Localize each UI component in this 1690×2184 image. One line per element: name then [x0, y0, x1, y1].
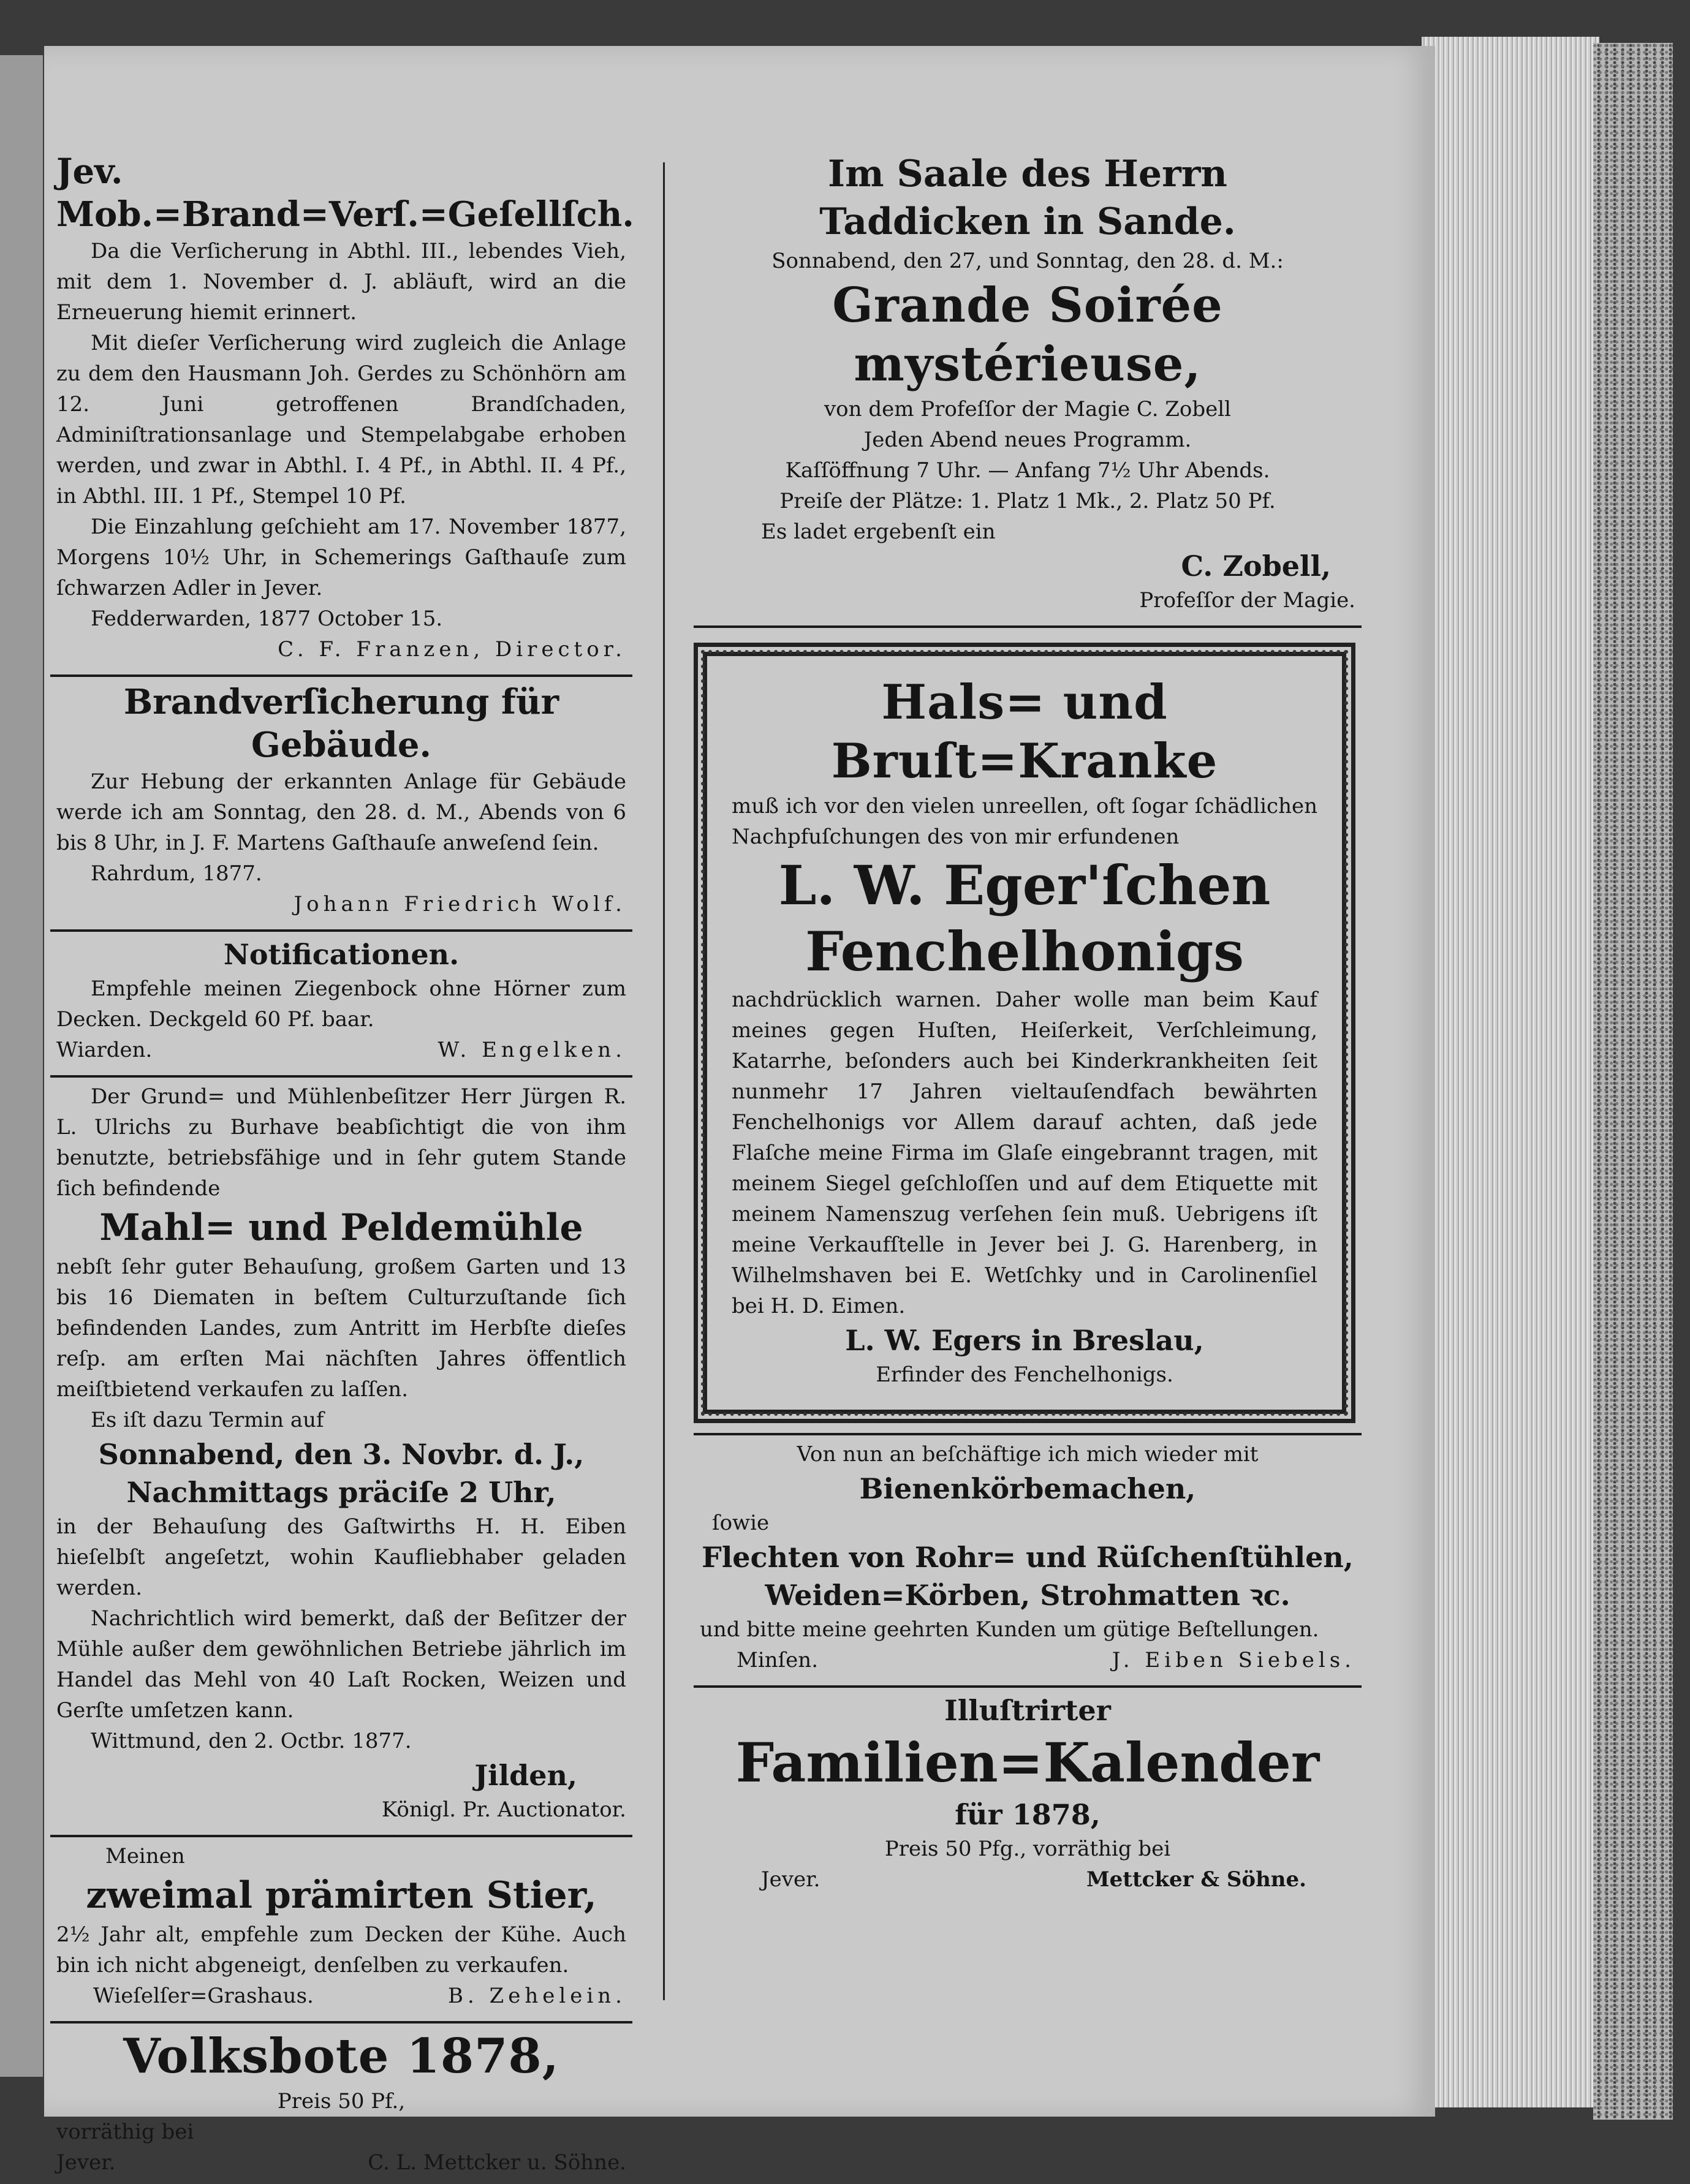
marbled-cover [1593, 43, 1673, 2120]
ad-pre: Illuſtrirter [944, 1694, 1111, 1727]
left-column [50, 150, 632, 2184]
ad-place-date: Wittmund, den 2. Octbr. 1877. [91, 1729, 412, 1753]
divider [50, 2021, 632, 2023]
ad-building-insurance [50, 681, 632, 926]
ad-place: Jever. [761, 1867, 820, 1892]
ad-text: nebſt ſehr guter Behauſung, großem Garten und 13 bis 16 Diematen in beſtem Culturzuſtande ſich befindenden Landes, zum Antritt im Herbſte dieſes reſp. am erſten Mai nächſten Jahres öffentlich meiſtbietend verkaufen zu laſſen. [56, 1255, 626, 1402]
ad-heading: Volksbote 1878, [123, 2028, 559, 2084]
ad-year: für 1878, [955, 1798, 1101, 1831]
ad-heading: Bienenkörbemachen, [859, 1472, 1196, 1505]
ad-footer [700, 1645, 1355, 1676]
ad-signature: C. Zobell, [1181, 550, 1331, 583]
facing-page-edge [0, 55, 43, 2077]
ad-date: Sonnabend, den 27, und Sonntag, den 28. d. M.: [771, 249, 1284, 273]
ad-text: muß ich vor den vielen unreellen, oft ſogar ſchädlichen Nachpfuſchungen des von mir erfundenen [732, 794, 1317, 849]
ad-text: Nachrichtlich wird bemerkt, daß der Beſitzer der Mühle außer dem gewöhnlichen Betriebe jährlich im Handel das Mehl von 40 Laſt Rocken, Weizen und Gerſte umſetzen kann. [56, 1606, 626, 1723]
ad-price: Preis 50 Pf., [277, 2089, 406, 2114]
ad-heading: Mahl= und Peldemühle [99, 1206, 583, 1249]
ad-heading: Jev. Mob.=Brand=Verſ.=Geſellſch. [56, 151, 634, 235]
right-column [694, 150, 1362, 1901]
ad-heading: Familien=Kalender [735, 1731, 1320, 1794]
ad-bull [50, 1841, 632, 2017]
divider [694, 625, 1362, 628]
divider [50, 1835, 632, 1837]
ad-text: in der Behauſung des Gaſtwirths H. H. Eiben hieſelbſt angeſetzt, wohin Kaufliebhaber geladen werden. [56, 1514, 626, 1600]
ad-text: Preiſe der Plätze: 1. Platz 1 Mk., 2. Platz 50 Pf. [779, 489, 1276, 513]
newspaper-page [44, 46, 1435, 2175]
ad-text: Zur Hebung der erkannten Anlage für Gebäude werde ich am Sonntag, den 28. d. M., Abends von 6 bis 8 Uhr, in J. F. Martens Gaſthauſe anweſend ſein. [56, 769, 626, 855]
ad-signature: Johann Friedrich Wolf. [294, 892, 626, 916]
ad-mill-auction [50, 1081, 632, 1831]
ad-place: Wiarden. [56, 1038, 153, 1062]
ad-product-name: L. W. Eger'ſchen [778, 853, 1271, 917]
ad-text: 2½ Jahr alt, empfehle zum Decken der Kühe. Auch bin ich nicht abgeneigt, denſelben zu verkaufen. [56, 1922, 626, 1978]
ad-family-calendar [694, 1691, 1362, 1901]
page-block-edge [1422, 37, 1599, 2107]
ad-fennel-honey-frame [694, 643, 1355, 1423]
ad-heading: zweimal prämirten Stier, [86, 1874, 597, 1917]
ad-text: von dem Profeſſor der Magie C. Zobell [824, 397, 1232, 421]
column-rule [663, 162, 665, 2000]
ad-footer [56, 2147, 626, 2178]
ad-signature-title: Profeſſor der Magie. [1139, 588, 1355, 613]
ad-text: Es iſt dazu Termin auf [91, 1408, 324, 1432]
ad-text: Kaſſöffnung 7 Uhr. — Anfang 7½ Uhr Abends. [785, 458, 1270, 483]
ad-text: nachdrücklich warnen. Daher wolle man beim Kauf meines gegen Huſten, Heiſerkeit, Verſchleimung, Katarrhe, beſonders auch bei Kinderkrankheiten ſeit nunmehr 17 Jahren vieltauſendfach bewährten Fenchelhonigs vor Allem darauf achten, daß jede Flaſche meine Firma im Glaſe eingebrannt tragen, mit meinem Siegel geſchloſſen und auf dem Etiquette mit meinem Namenszug verſehen ſein muß. Uebrigens iſt meine Verkaufſtelle in Jever bei J. G. Harenberg, in Wilhelmshaven bei E. Wetſchky und in Carolinenſiel bei H. D. Eimen. [732, 988, 1317, 1318]
ad-footer [56, 1981, 626, 2011]
ad-title: Grande Soirée mystérieuse, [832, 278, 1223, 392]
ad-notifications [50, 935, 632, 1071]
ad-intro: Von nun an beſchäftige ich mich wieder mit [797, 1442, 1259, 1467]
ad-time: Nachmittags präciſe 2 Uhr, [126, 1476, 556, 1509]
ad-text: Da die Verſicherung in Abthl. III., lebendes Vieh, mit dem 1. November d. J. abläuft, wird an die Erneuerung hiemit erinnert. [56, 239, 626, 325]
ad-signature-title: Königl. Pr. Auctionator. [381, 1797, 626, 1822]
divider [694, 1685, 1362, 1688]
ad-intro: Der Grund= und Mühlenbeſitzer Herr Jürgen R. L. Ulrichs zu Burhave beabſichtigt die von ihm benutzte, betriebsfähige und in ſehr gutem Stande ſich befindende [56, 1084, 626, 1201]
ad-text: Jeden Abend neues Programm. [863, 428, 1192, 452]
ad-text: Mit dieſer Verſicherung wird zugleich die Anlage zu dem den Hausmann Joh. Gerdes zu Schönhörn am 12. Juni getroffenen Brandſchaden, Adminiſtrationsanlage und Stempelabgabe erhoben werden, und zwar in Abthl. I. 4 Pf., in Abthl. II. 4 Pf., in Abthl. III. 1 Pf., Stempel 10 Pf. [56, 331, 626, 508]
ad-signature: B. Zehelein. [448, 1984, 626, 2008]
ad-stock: vorräthig bei [56, 2120, 194, 2144]
ad-signature: L. W. Egers in Breslau, [845, 1324, 1204, 1357]
ad-signature: Jilden, [474, 1759, 577, 1792]
ad-place: Wieſelſer=Grashaus. [93, 1984, 314, 2008]
ad-heading: Taddicken in Sande. [819, 200, 1236, 243]
divider [50, 1075, 632, 1078]
ad-place: Jever. [56, 2150, 116, 2175]
ad-heading: Flechten von Rohr= und Rüſchenſtühlen, [702, 1541, 1354, 1574]
ad-signature: Mettcker & Söhne. [1086, 1867, 1306, 1892]
ad-heading: Notificationen. [223, 938, 460, 971]
ad-heading: Im Saale des Herrn [828, 153, 1227, 195]
ad-footer [700, 1864, 1355, 1895]
ad-text: Empfehle meinen Ziegenbock ohne Hörner zum Decken. Deckgeld 60 Pf. baar. [56, 977, 626, 1032]
divider [50, 929, 632, 932]
ad-volksbote [50, 2027, 632, 2184]
ad-insurance-society [50, 150, 632, 671]
ad-signature: J. Eiben Siebels. [1112, 1648, 1355, 1672]
ad-heading: Brandverſicherung für Gebäude. [123, 682, 559, 765]
divider [50, 674, 632, 677]
ad-place-date: Fedderwarden, 1877 October 15. [91, 606, 443, 631]
ad-place: Minſen. [737, 1648, 818, 1672]
ad-text: und bitte meine geehrten Kunden um gütige Beſtellungen. [700, 1617, 1319, 1642]
ad-sowie: ſowie [712, 1511, 770, 1535]
ad-basket-making [694, 1439, 1362, 1682]
ad-heading: Hals= und [881, 674, 1168, 730]
ad-text: Die Einzahlung geſchieht am 17. November 1877, Morgens 10½ Uhr, in Schemerings Gaſthauſe zum ſchwarzen Adler in Jever. [56, 515, 626, 600]
ad-heading: Weiden=Körben, Strohmatten ꝛc. [765, 1579, 1290, 1612]
ad-invite: Es ladet ergebenſt ein [761, 520, 996, 544]
ad-signature: C. L. Mettcker u. Söhne. [368, 2150, 626, 2175]
ad-heading: Bruſt=Kranke [831, 733, 1218, 789]
ad-product-name: Fenchelhonigs [805, 920, 1244, 983]
ad-signature-title: Erfinder des Fenchelhonigs. [876, 1362, 1173, 1387]
ad-signature: C. F. Franzen, Director. [278, 637, 626, 662]
divider [694, 1433, 1362, 1435]
ad-pre: Meinen [105, 1844, 185, 1868]
ad-footer [56, 1035, 626, 1065]
ad-date: Sonnabend, den 3. Novbr. d. J., [98, 1438, 585, 1471]
ad-signature: W. Engelken. [438, 1038, 626, 1062]
ad-place-date: Rahrdum, 1877. [91, 861, 262, 886]
ad-magic-soiree [694, 150, 1362, 622]
ad-price: Preis 50 Pfg., vorräthig bei [884, 1837, 1171, 1861]
